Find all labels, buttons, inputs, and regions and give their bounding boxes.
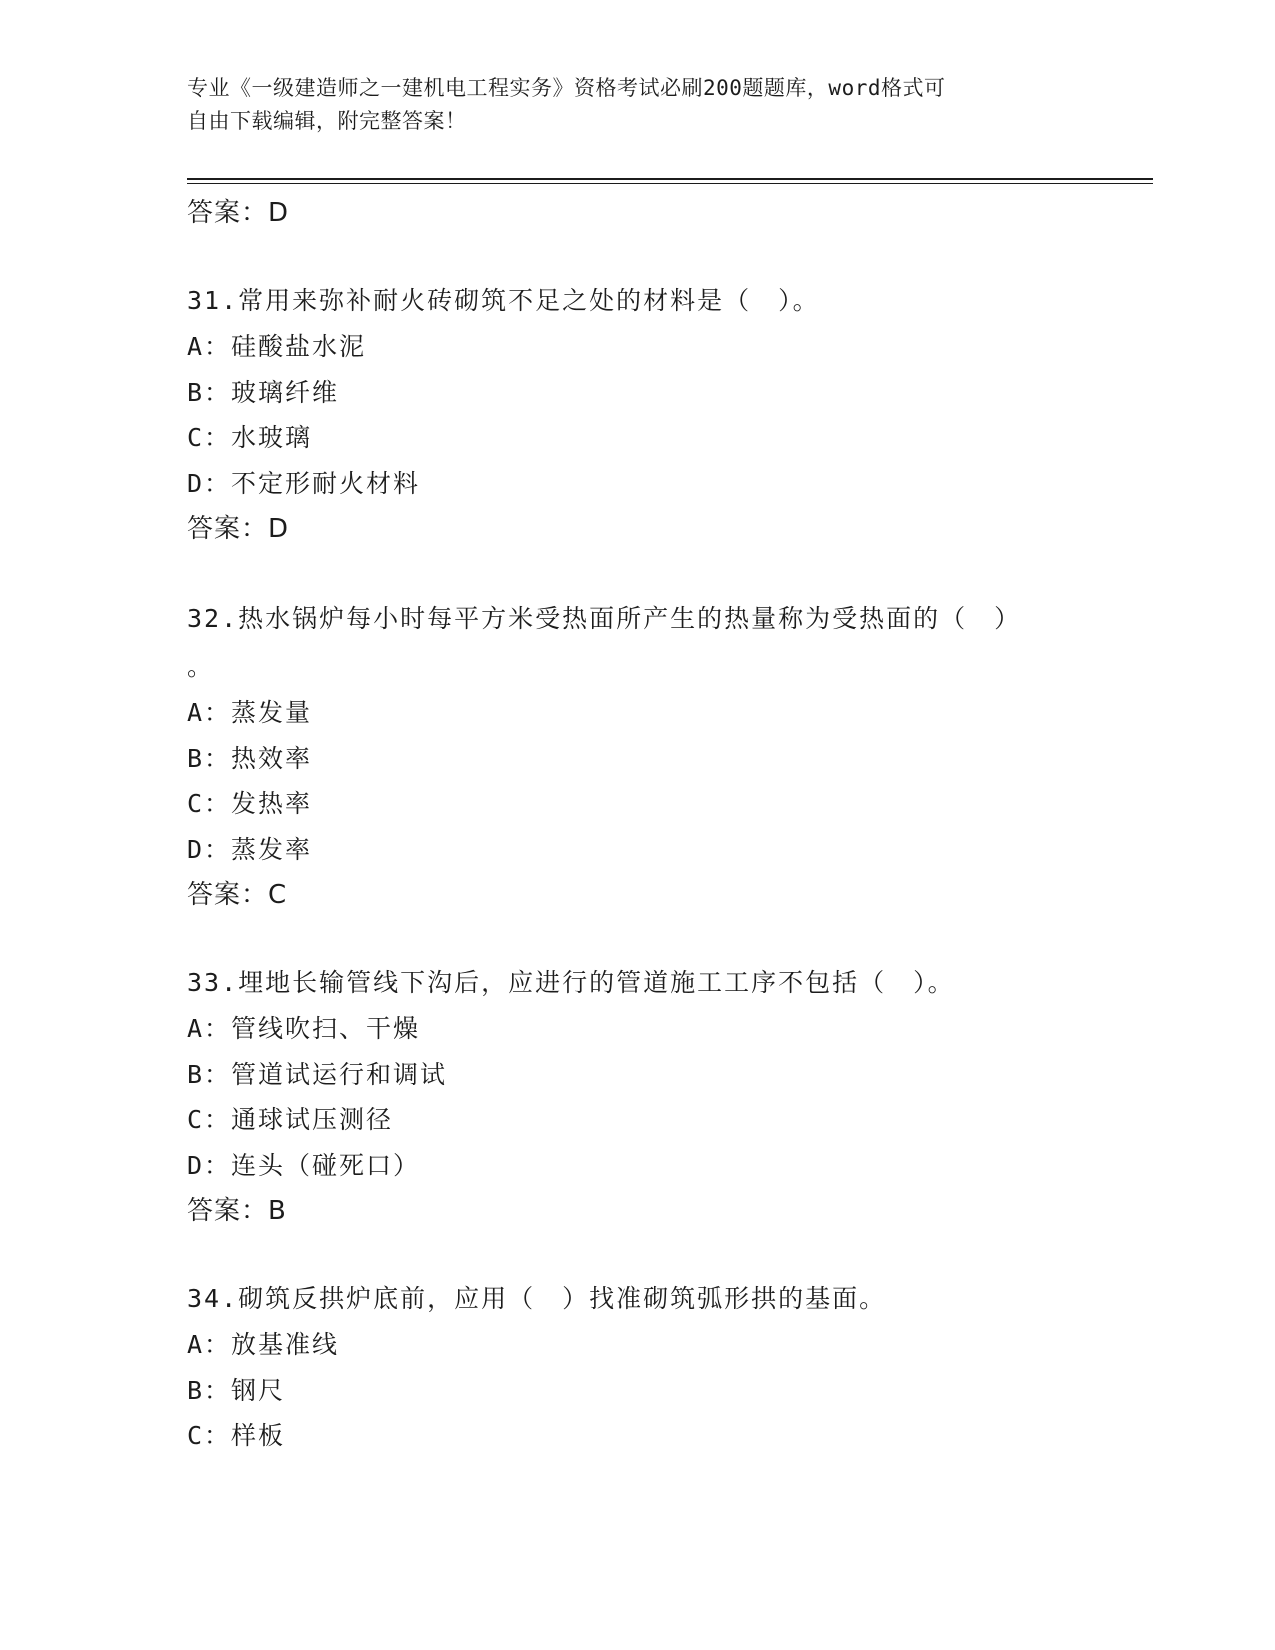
header-line-2: 自由下载编辑，附完整答案！ bbox=[187, 109, 467, 133]
option-d: D：不定形耐火材料 bbox=[187, 468, 421, 498]
question-stem-continued: 。 bbox=[187, 652, 215, 681]
option-b: B：管道试运行和调试 bbox=[187, 1059, 448, 1089]
option-a: A：放基准线 bbox=[187, 1330, 340, 1359]
option-b: B：热效率 bbox=[187, 743, 313, 773]
question-32 bbox=[187, 594, 1147, 918]
page-header bbox=[187, 72, 1087, 138]
header-line-1: 专业《一级建造师之一建机电工程实务》资格考试必刷200题题库，word格式可 bbox=[187, 76, 946, 100]
question-stem: 33.埋地长输管线下沟后，应进行的管道施工工序不包括（ ）。 bbox=[187, 968, 955, 997]
previous-answer: 答案：D bbox=[187, 198, 290, 228]
option-c: C：发热率 bbox=[187, 789, 313, 818]
question-31 bbox=[187, 278, 1147, 552]
question-33 bbox=[187, 960, 1147, 1234]
answer: 答案：D bbox=[187, 514, 290, 544]
option-d: D：连头（碰死口） bbox=[187, 1150, 421, 1180]
question-34 bbox=[187, 1276, 1147, 1459]
header-divider bbox=[187, 178, 1153, 180]
question-stem: 31.常用来弥补耐火砖砌筑不足之处的材料是（ ）。 bbox=[187, 286, 820, 315]
option-c: C：水玻璃 bbox=[187, 423, 313, 452]
option-d: D：蒸发率 bbox=[187, 834, 313, 864]
option-c: C：通球试压测径 bbox=[187, 1105, 394, 1134]
option-c: C：样板 bbox=[187, 1421, 286, 1450]
question-stem: 34.砌筑反拱炉底前，应用（ ）找准砌筑弧形拱的基面。 bbox=[187, 1284, 887, 1313]
option-b: B：玻璃纤维 bbox=[187, 377, 340, 407]
question-stem: 32.热水锅炉每小时每平方米受热面所产生的热量称为受热面的（ ） bbox=[187, 604, 1022, 633]
question-list bbox=[187, 190, 1147, 1459]
option-a: A：蒸发量 bbox=[187, 698, 313, 727]
document-page bbox=[187, 0, 1147, 1650]
answer: 答案：C bbox=[187, 880, 288, 910]
header-divider-thin bbox=[187, 183, 1153, 184]
answer: 答案：B bbox=[187, 1196, 287, 1226]
option-a: A：管线吹扫、干燥 bbox=[187, 1014, 421, 1043]
option-b: B：钢尺 bbox=[187, 1375, 286, 1405]
option-a: A：硅酸盐水泥 bbox=[187, 332, 367, 361]
